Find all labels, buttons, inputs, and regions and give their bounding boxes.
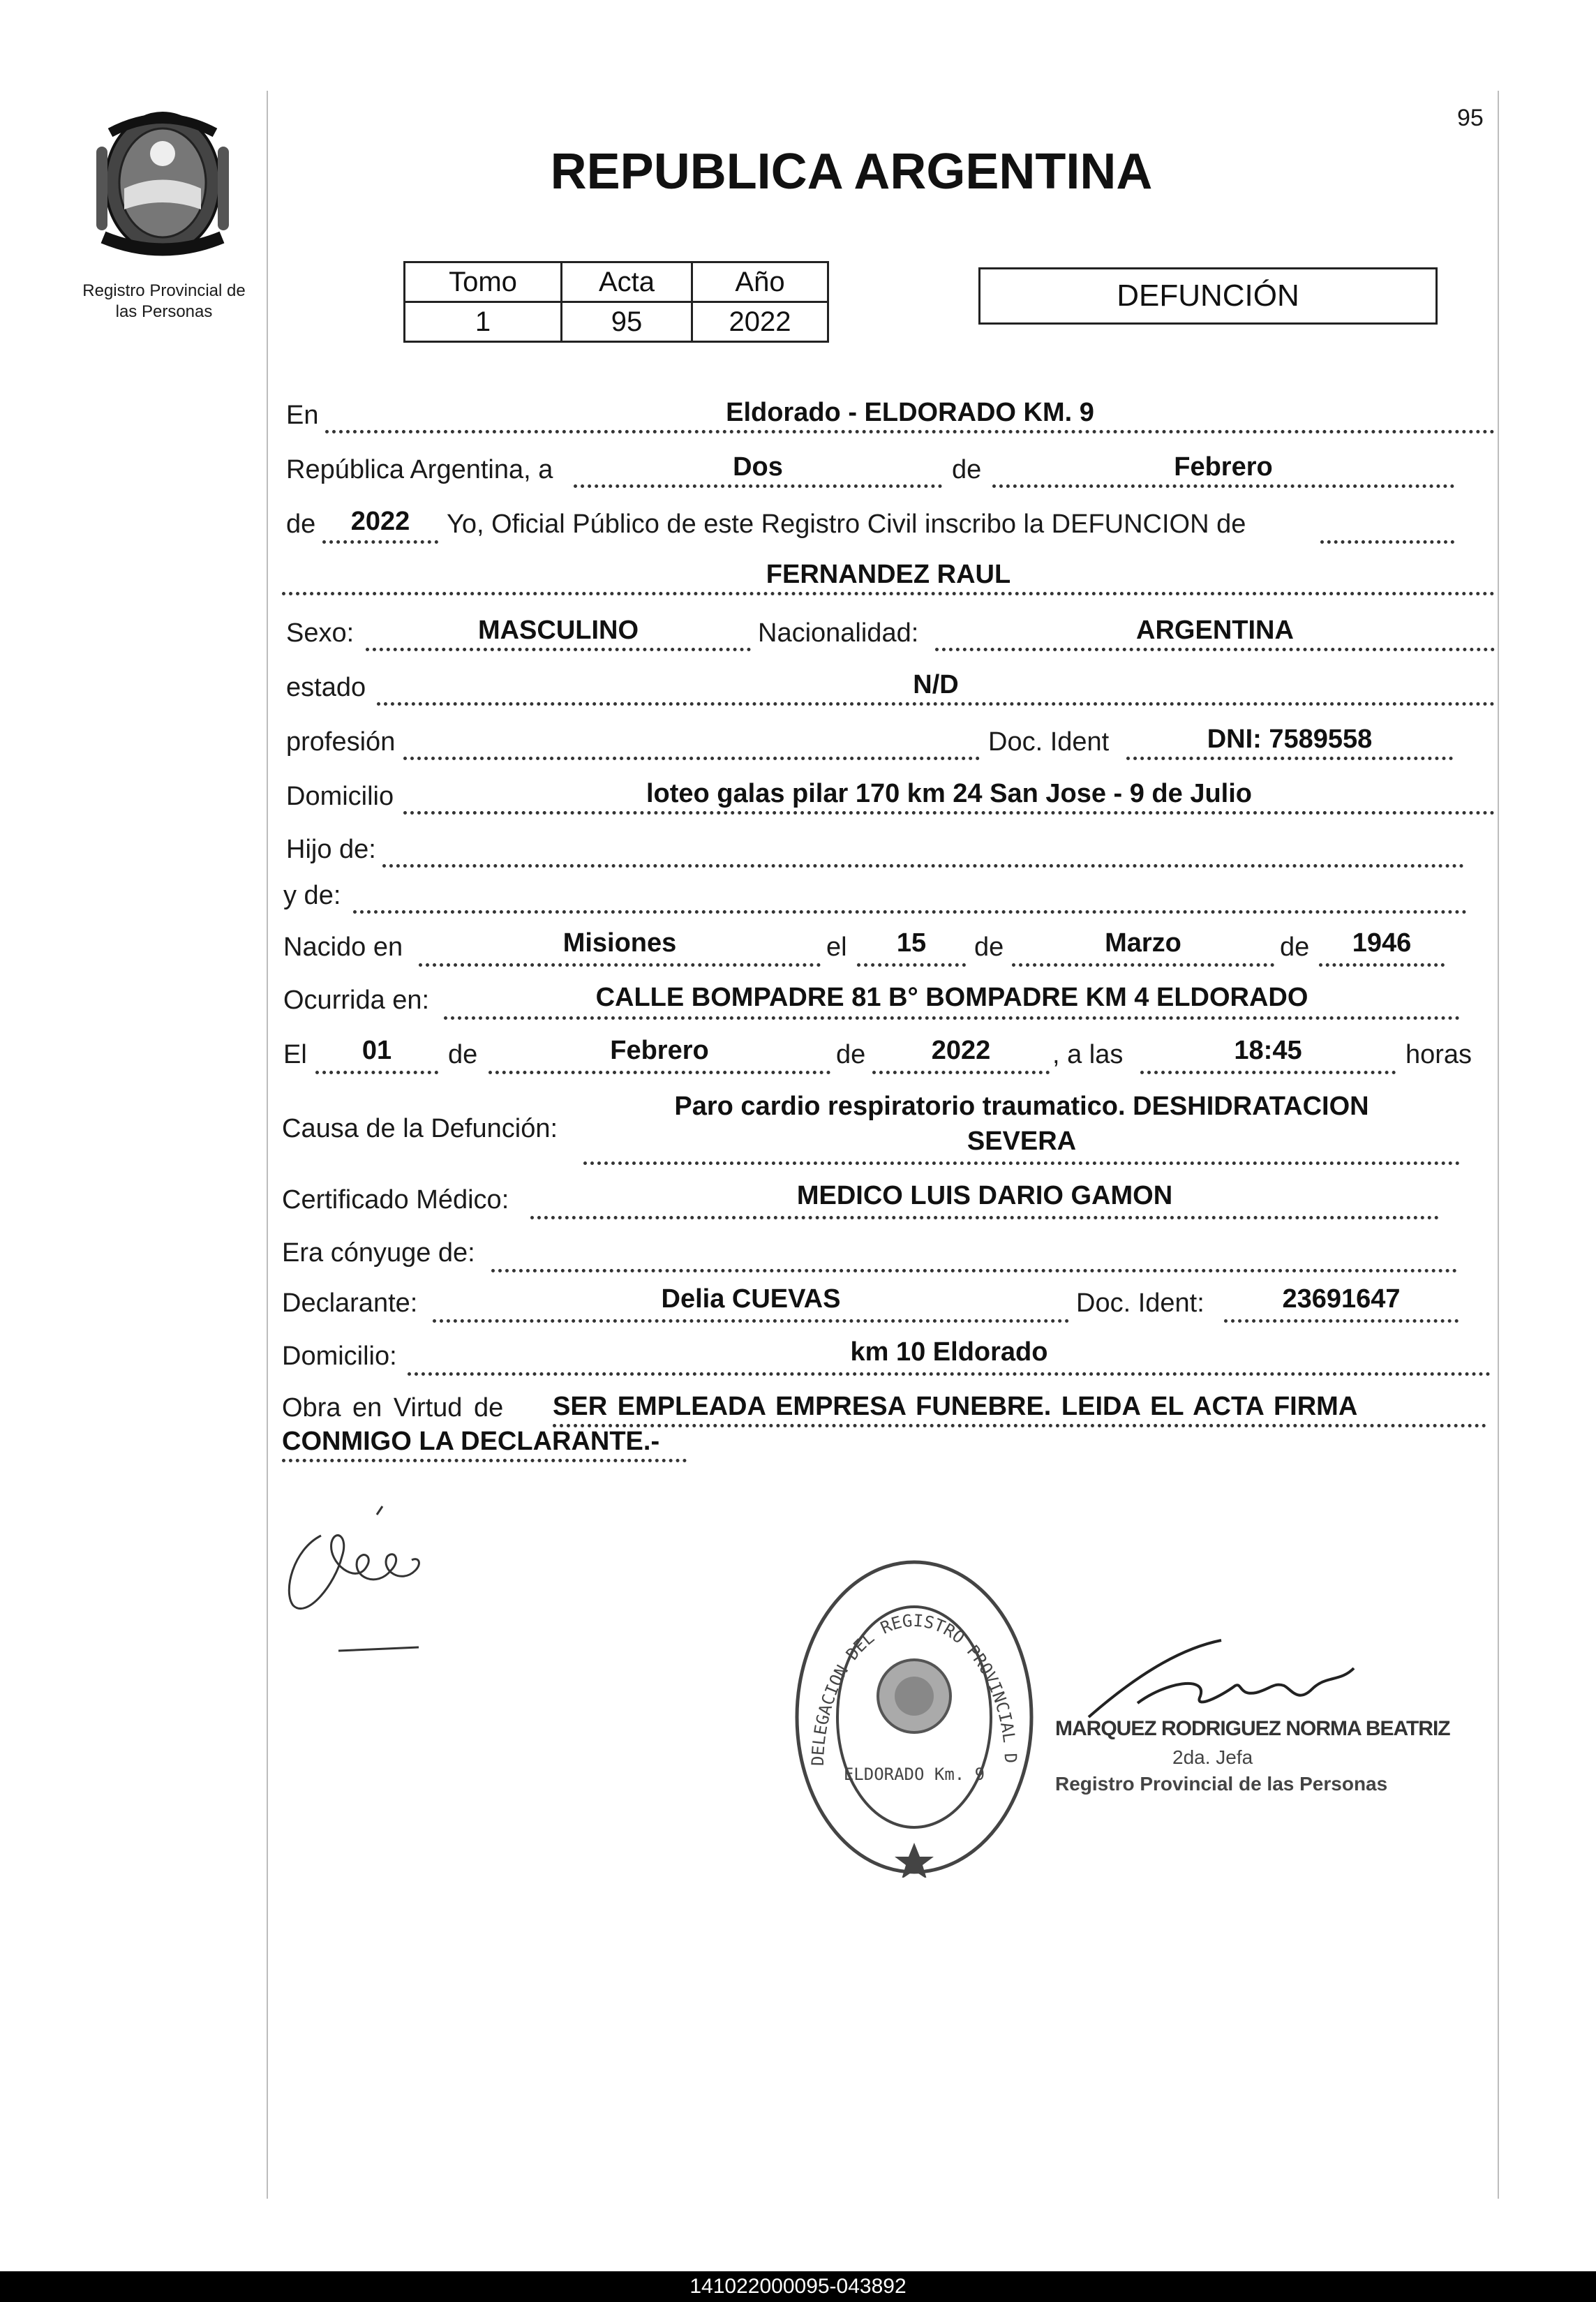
value-sexo: MASCULINO (477, 616, 639, 645)
line-hijo-de (382, 864, 1464, 868)
stamp-inner-text: ELDORADO Km. 9 (843, 1765, 985, 1784)
value-def-hora: 18:45 (1234, 1036, 1302, 1065)
value-obra-line1: SER EMPLEADA EMPRESA FUNEBRE. LEIDA EL ACTA FIRMA (553, 1392, 1358, 1421)
label-doc-ident2: Doc. Ident: (1076, 1289, 1205, 1318)
line-nacionalidad (935, 648, 1495, 651)
registry-line2: las Personas (115, 302, 213, 321)
value-anio: 2022 (350, 507, 410, 536)
line-anio (322, 540, 438, 544)
officer-role: 2da. Jefa (1172, 1746, 1253, 1768)
right-rule (1498, 91, 1499, 2199)
value-ocurrida-en: CALLE BOMPADRE 81 B° BOMPADRE KM 4 ELDORADO (595, 983, 1308, 1012)
value-mes: Febrero (1174, 452, 1273, 482)
value-def-anio: 2022 (931, 1036, 991, 1065)
value-causa-line1: Paro cardio respiratorio traumatico. DESHIDRATACION (674, 1092, 1369, 1121)
ref-value-anio: 2022 (692, 302, 828, 342)
value-lugar: Eldorado - ELDORADO KM. 9 (726, 398, 1094, 427)
line-nombre (282, 592, 1495, 595)
label-en: En (286, 401, 319, 430)
registry-name (56, 281, 272, 322)
label-a-las: , a las (1052, 1040, 1124, 1069)
label-el-def: El (283, 1040, 307, 1069)
ref-header-acta: Acta (562, 262, 692, 302)
label-nacionalidad: Nacionalidad: (758, 618, 919, 648)
emblem-icon (82, 105, 243, 265)
officer-office: Registro Provincial de las Personas (1055, 1773, 1388, 1795)
label-profesion: profesión (286, 727, 396, 757)
line-profesion (403, 757, 980, 760)
label-de-def-mes: de (448, 1040, 478, 1069)
line-def-mes (489, 1071, 830, 1074)
label-de-mes: de (952, 455, 982, 484)
value-doc-ident: DNI: 7589558 (1207, 725, 1373, 754)
province-emblem (82, 105, 243, 265)
line-ocurrida-en (444, 1016, 1460, 1020)
ref-table (403, 261, 829, 343)
left-rule (267, 91, 268, 2199)
page-number: 95 (1457, 105, 1484, 131)
line-conyuge (491, 1269, 1457, 1272)
label-ocurrida-en: Ocurrida en: (283, 986, 430, 1015)
value-causa-line2: SEVERA (967, 1127, 1077, 1156)
label-el-nac: el (826, 933, 847, 962)
label-de-nac-mes: de (974, 933, 1004, 962)
value-declarante-doc: 23691647 (1282, 1284, 1401, 1314)
line-def-hora (1140, 1071, 1396, 1074)
line-estado (377, 702, 1495, 706)
line-nacido-en (419, 963, 821, 967)
label-doc-ident: Doc. Ident (988, 727, 1110, 757)
line-declarante-doc (1224, 1319, 1459, 1323)
ref-header-anio: Año (692, 262, 828, 302)
label-estado: estado (286, 673, 366, 702)
line-def-anio (872, 1071, 1050, 1074)
label-de-anio: de (286, 510, 316, 539)
value-nac-dia: 15 (896, 928, 927, 958)
line-declarante (433, 1319, 1069, 1323)
line-obra2 (282, 1459, 687, 1462)
value-def-dia: 01 (361, 1036, 392, 1065)
label-y-de: y de: (283, 881, 341, 910)
label-domicilio2: Domicilio: (282, 1342, 397, 1371)
label-de-def-anio: de (836, 1040, 866, 1069)
label-obra: Obra en Virtud de (282, 1393, 504, 1423)
ref-value-tomo: 1 (405, 302, 562, 342)
value-nac-anio: 1946 (1352, 928, 1412, 958)
line-dia (574, 484, 942, 488)
value-nacido-en: Misiones (562, 928, 677, 958)
label-hijo-de: Hijo de: (286, 835, 376, 864)
value-def-mes: Febrero (610, 1036, 709, 1065)
stamp-outer-text: DELEGACION DEL REGISTRO PROVINCIAL D (807, 1610, 1021, 1767)
label-horas: horas (1405, 1040, 1472, 1069)
label-yo-oficial: Yo, Oficial Público de este Registro Civil inscribo la DEFUNCION de (447, 510, 1246, 539)
stamp-seal-icon (789, 1557, 1040, 1878)
line-certificado (530, 1216, 1439, 1219)
line-obra1 (553, 1424, 1486, 1427)
label-conyuge: Era cónyuge de: (282, 1238, 475, 1268)
registry-line1: Registro Provincial de (82, 281, 246, 300)
label-causa: Causa de la Defunción: (282, 1114, 558, 1143)
line-nac-anio (1319, 963, 1445, 967)
delegation-stamp (789, 1557, 1040, 1878)
document-code: 141022000095-043892 (0, 2271, 1596, 2302)
label-sexo: Sexo: (286, 618, 355, 648)
line-def-dia (315, 1071, 438, 1074)
line-y-de (353, 910, 1467, 914)
label-domicilio: Domicilio (286, 782, 394, 811)
label-declarante: Declarante: (282, 1289, 418, 1318)
line-domicilio2 (408, 1372, 1491, 1376)
line-mes (992, 484, 1454, 488)
line-sexo (366, 648, 751, 651)
label-de-nac-anio: de (1280, 933, 1310, 962)
line-lugar (325, 430, 1495, 433)
label-nacido-en: Nacido en (283, 933, 403, 962)
line-yo-end (1320, 540, 1454, 544)
value-nacionalidad: ARGENTINA (1136, 616, 1294, 645)
value-estado: N/D (913, 670, 959, 699)
label-certificado: Certificado Médico: (282, 1185, 509, 1215)
value-dia: Dos (733, 452, 783, 482)
ref-value-acta: 95 (562, 302, 692, 342)
line-nac-mes (1012, 963, 1274, 967)
page-title: REPUBLICA ARGENTINA (550, 144, 1153, 200)
label-republica: República Argentina, a (286, 455, 553, 484)
value-domicilio2: km 10 Eldorado (850, 1337, 1048, 1367)
line-causa (583, 1161, 1460, 1165)
line-doc-ident (1126, 757, 1453, 760)
officer-name: MARQUEZ RODRIGUEZ NORMA BEATRIZ (1055, 1717, 1450, 1740)
line-domicilio (403, 811, 1495, 815)
line-nac-dia (857, 963, 966, 967)
declarant-signature (279, 1501, 489, 1661)
value-declarante: Delia CUEVAS (661, 1284, 841, 1314)
value-obra-line2: CONMIGO LA DECLARANTE.- (282, 1427, 660, 1456)
value-domicilio: loteo galas pilar 170 km 24 San Jose - 9 de Julio (646, 779, 1253, 808)
value-nombre: FERNANDEZ RAUL (766, 560, 1011, 589)
ref-header-tomo: Tomo (405, 262, 562, 302)
value-certificado: MEDICO LUIS DARIO GAMON (796, 1181, 1173, 1210)
doc-type-box: DEFUNCIÓN (978, 267, 1438, 325)
value-nac-mes: Marzo (1105, 928, 1181, 958)
